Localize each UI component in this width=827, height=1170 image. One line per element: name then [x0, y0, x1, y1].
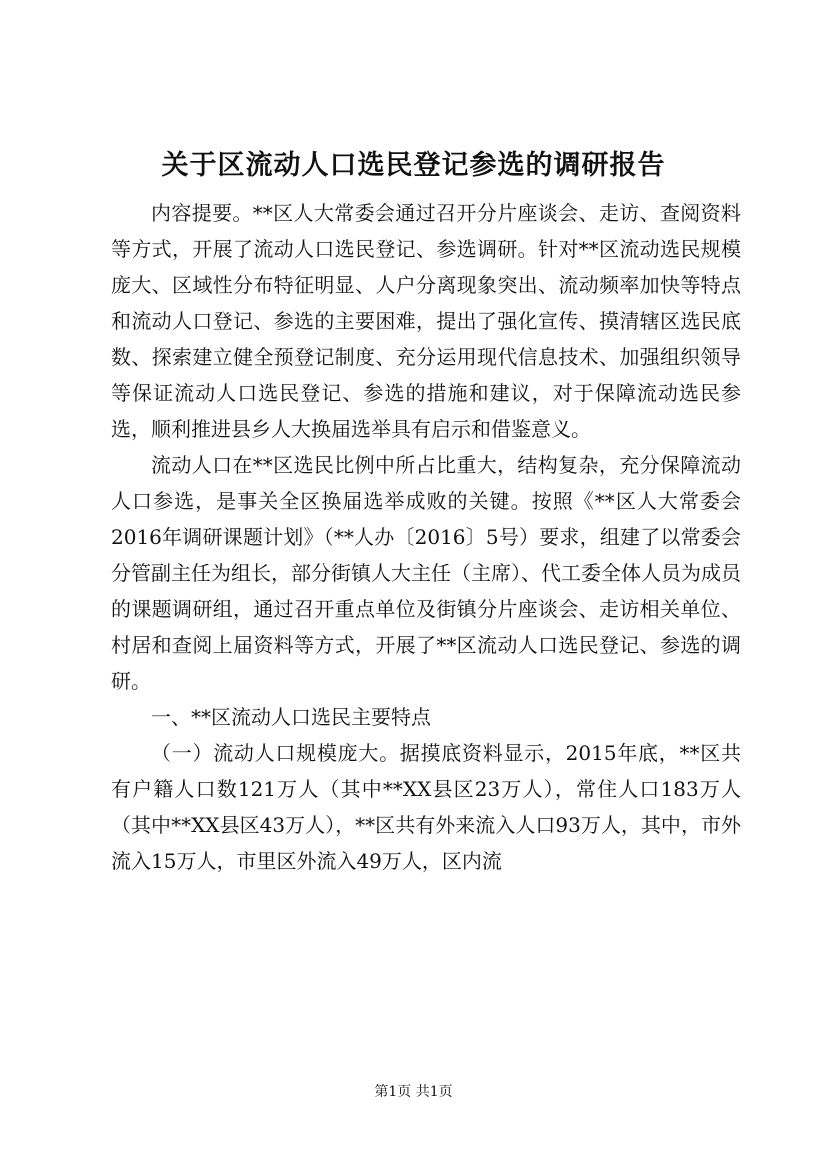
paragraph-abstract: 内容提要。**区人大常委会通过召开分片座谈会、走访、查阅资料等方式，开展了流动人口选民登记、参选调研。针对**区流动选民规模庞大、区域性分布特征明显、人户分离现象突出、流动频率加快等特点和流动人口登记、参选的主要困难，提出了强化宣传、摸清辖区选民底数、探索建立健全预登记制度、充分运用现代信息技术、加强组织领导等保证流动人口选民登记、参选的措施和建议，对于保障流动选民参选，顺利推进县乡人大换届选举具有启示和借鉴意义。 — [111, 201, 741, 441]
paragraph-intro: 流动人口在**区选民比例中所占比重大，结构复杂，充分保障流动人口参选，是事关全区换届选举成败的关键。按照《**区人大常委会2016年调研课题计划》（**人办〔2016〕5号）要求，组建了以常委会分管副主任为组长，部分街镇人大主任（主席）、代工委全体人员为成员的课题调研组，通过召开重点单位及街镇分片座谈会、走访相关单位、村居和查阅上届资料等方式，开展了**区流动人口选民登记、参选的调研。 — [111, 453, 741, 693]
document-title: 关于区流动人口选民登记参选的调研报告 — [161, 150, 666, 181]
page-footer: 第1页 共1页 — [374, 1084, 453, 1100]
paragraph-section-1: （一）流动人口规模庞大。据摸底资料显示，2015年底，**区共有户籍人口数121万人（其中**XX县区23万人），常住人口183万人（其中**XX县区43万人），**区共有外来流入人口93万人，其中，市外流入15万人，市里区外流入49万人，区内流 — [111, 741, 741, 873]
section-heading: 一、**区流动人口选民主要特点 — [151, 705, 431, 729]
document-body — [111, 195, 741, 879]
